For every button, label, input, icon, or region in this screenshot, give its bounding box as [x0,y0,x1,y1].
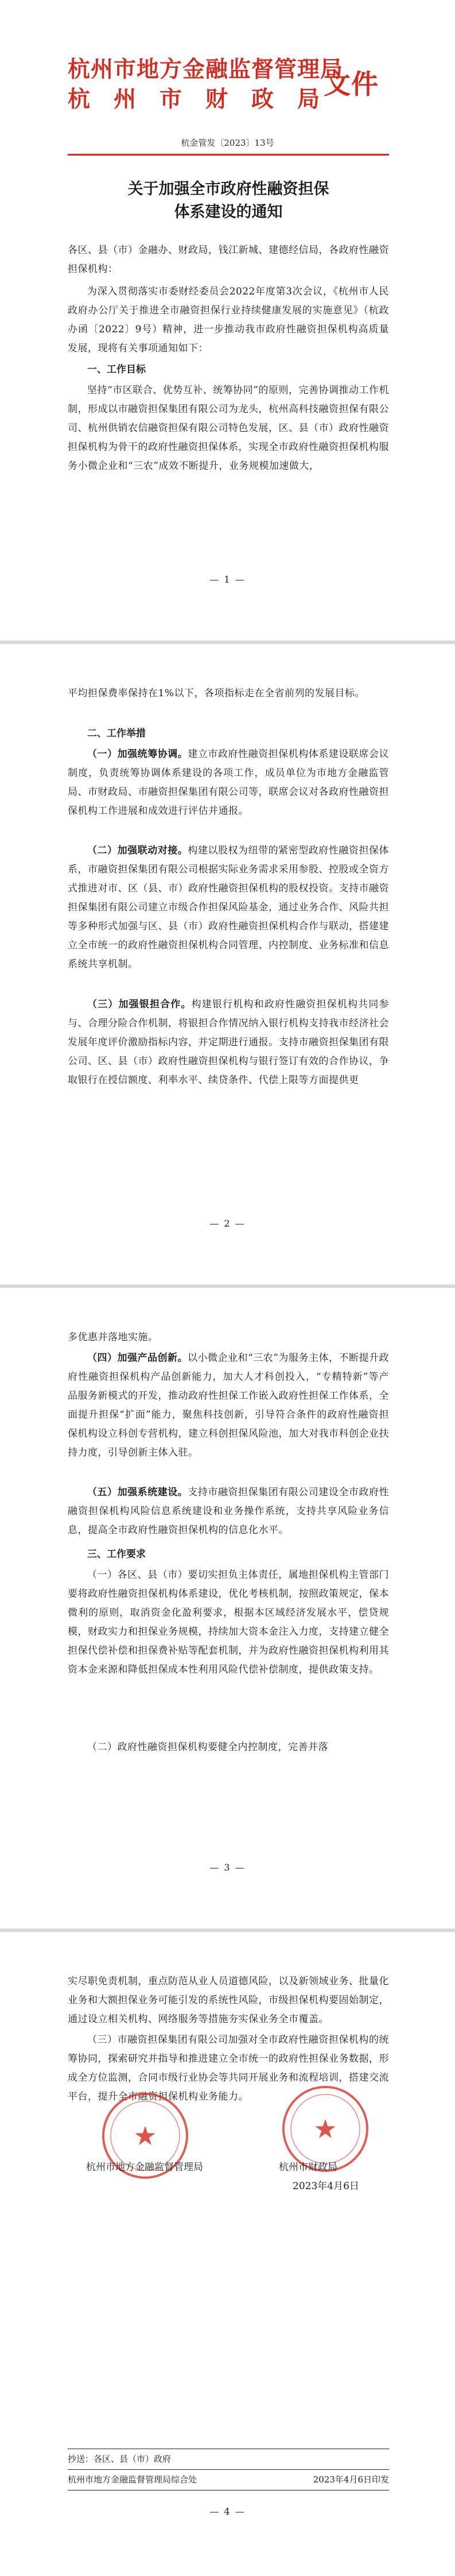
distribution-mid-rule [68,2469,389,2470]
cc-recipients: 抄送：各区、县（市）政府 [68,2454,172,2464]
document-page-2 [0,644,455,1285]
goals-continued: 平均担保费率保持在1%以下，各项指标走在全省前列的发展目标。 [68,688,365,699]
measure-2 [68,841,389,974]
seal-star-icon: ★ [133,2120,157,2151]
signer-left: 杭州市地方金融监督管理局 [86,2162,203,2173]
signing-date: 2023年4月6日 [293,2181,359,2192]
measure-5-text: 支持市融资担保集团有限公司建设全市政府性融资担保机构风险信息系统建设和业务操作系统，支持共享风险业务信息，提高全市政府性融资担保机构的信息化水平。 [68,1487,390,1536]
title-line-2: 体系建设的通知 [174,203,283,221]
page-number: — 3 — [209,1862,246,1873]
requirement-2: （二）政府性融资担保机构要健全内控制度，完善并落 [87,1741,328,1753]
measure-3 [68,995,389,1090]
issuer-header [68,47,389,127]
measure-3-lead: （三）加强银担合作。 [87,999,192,1010]
signer-right: 杭州市财政局 [279,2162,337,2173]
measure-1 [68,745,389,821]
section-heading-requirements: 三、工作要求 [87,1549,146,1560]
measure-5-lead: （五）加强系统建设。 [87,1487,188,1498]
document-page-1 [0,0,455,641]
document-number: 杭金管发〔2023〕13号 [181,138,274,148]
document-page-3 [0,1288,455,1929]
requirement-3: （三）市融资担保集团有限公司加强对全市政府性融资担保机构的统筹协同，探索研究并指导和推进建立全市统一的政府性担保业务数据，形成全方位监测，合同市级行业协会等共同开展业务和流程培训，搭建交流平台，提升全市融资担保机构业务能力。 [68,2034,389,2102]
section-heading-goals: 一、工作目标 [87,364,146,375]
page-number: — 4 — [209,2506,246,2517]
issuer-name-1: 杭州市地方金融监督管理局 [68,56,344,83]
doc-type-label: 文件 [324,69,379,100]
requirement-1: （一）各区、县（市）要切实担负主体责任，属地担保机构主管部门要将政府性融资担保机构体系建设，优化考核机制，按照政策规定，保本微利的原则，取消资金化盈利要求，根据本区域经济发展水平，偿贷规模，财政实力和担保业务规模，持续加大资本金注入力度，支持建立健全担保代偿补偿和担保费补贴等配套机制，并为政府性融资担保机构利用其资本金来源和降低担保成本性利用风险代偿补偿制度，提供政策支持。 [68,1569,389,1675]
measure-3-continued: 多优惠并落地实施。 [68,1332,158,1343]
issuer-name-2: 杭 州 市 财 政 局 [68,86,320,112]
issue-date: 2023年4月6日印发 [313,2474,389,2485]
measure-3-text: 构建银行机构和政府性融资担保机构共同参与、合理分险合作机制，将银担合作情况纳入银行机构支持我市经济社会发展年度评价激励指标内容，并定期进行通报。支持市融资担保集团有限公司、区、县（市）政府性融资担保机构与银行签订有效的合作协议，争取银行在授信额度、利率水平、续贷条件、代偿上限等方面提供更 [68,999,390,1086]
document-page-4 [0,1932,455,2576]
measure-1-text: 建立市政府性融资担保机构体系建设联席会议制度，负责统筹协调体系建设的各项工作，成员单位为市地方金融监管局、市财政局、市融资担保集团有限公司等，联席会议对各政府性融资担保机构工作进展和成效进行评估并通报。 [68,748,390,817]
measure-4-lead: （四）加强产品创新。 [87,1352,188,1364]
title-line-1: 关于加强全市政府性融资担保 [127,180,329,198]
goals-paragraph: 坚持“市区联合、优势互补、统筹协同”的原则，完善协调推动工作机制，形成以市融资担保集团有限公司为龙头，杭州高科技融资担保有限公司、杭州供销农信融资担保有限公司特色发展，区、县（市）政府性融资担保机构为骨干的政府性融资担保体系，实现全市政府性融资担保机构服务小微企业和“三农”成效不断提升，业务规模加速做大， [68,385,389,472]
measure-4 [68,1349,389,1462]
measure-1-lead: （一）加强统筹协调。 [87,748,188,760]
distribution-block [68,2449,389,2494]
measure-2-text: 构建以股权为纽带的紧密型政府性融资担保体系，市融资担保集团有限公司根据实际业务需求采用参股、控股或全资方式推进对市、区（县、市）政府性融资担保机构的股权投资。支持市融资担保集团有限公司建立市级合作担保风险基金，通过业务合作、风险共担等多种形式加强与区、县（市）政府性融资担保机构合作与联动，搭建建立全市统一的政府性融资担保机构合同管理、内控制度、业务标准和信息系统共享机制。 [68,845,390,970]
requirement-2-continued: 实尽职免责机制，重点防范从业人员道德风险，以及新领域业务、批量化业务和大额担保业务可能引发的系统性风险，市级担保机构要固始制定，通过设立相关机构、网络服务等措施夯实保业务全市覆盖。 [68,1976,389,2025]
measure-5 [68,1483,389,1540]
page-number: — 1 — [209,574,246,585]
issuing-office: 杭州市地方金融监督管理局综合处 [68,2474,197,2485]
page-number: — 2 — [209,1218,246,1229]
measure-4-text: 以小微企业和“三农”为服务主体，不断提升政府性融资担保机构产品创新能力，加大人才科创投入，“专精特新”等产品服务新模式的开发，推动政府性担保工作嵌入政府性担保工作体系，全面提升担保“扩面”能力，聚焦科技创新，引导符合条件的政府性融资担保机构设立科创专营机构，建立科创担保风险池，加大对我市科创企业扶持力度，引导创新主体入驻。 [68,1352,390,1458]
measure-2-lead: （二）加强联动对接。 [87,845,188,856]
addressee: 各区、县（市）金融办、财政局，钱江新城、建德经信局，各政府性融资担保机构： [68,245,389,275]
intro-paragraph: 为深入贯彻落实市委财经委员会2022年度第3次会议，《杭州市人民政府办公厅关于推进全市融资担保行业持续健康发展的实施意见》（杭政办函〔2022〕9号）精神，进一步推动我市政府性融资担保机构高质量发展，现将有关事项通知如下： [68,286,389,354]
document-title [68,178,389,224]
seal-star-icon: ★ [313,2113,337,2144]
section-heading-measures: 二、工作举措 [87,728,146,739]
header-divider [68,154,389,156]
